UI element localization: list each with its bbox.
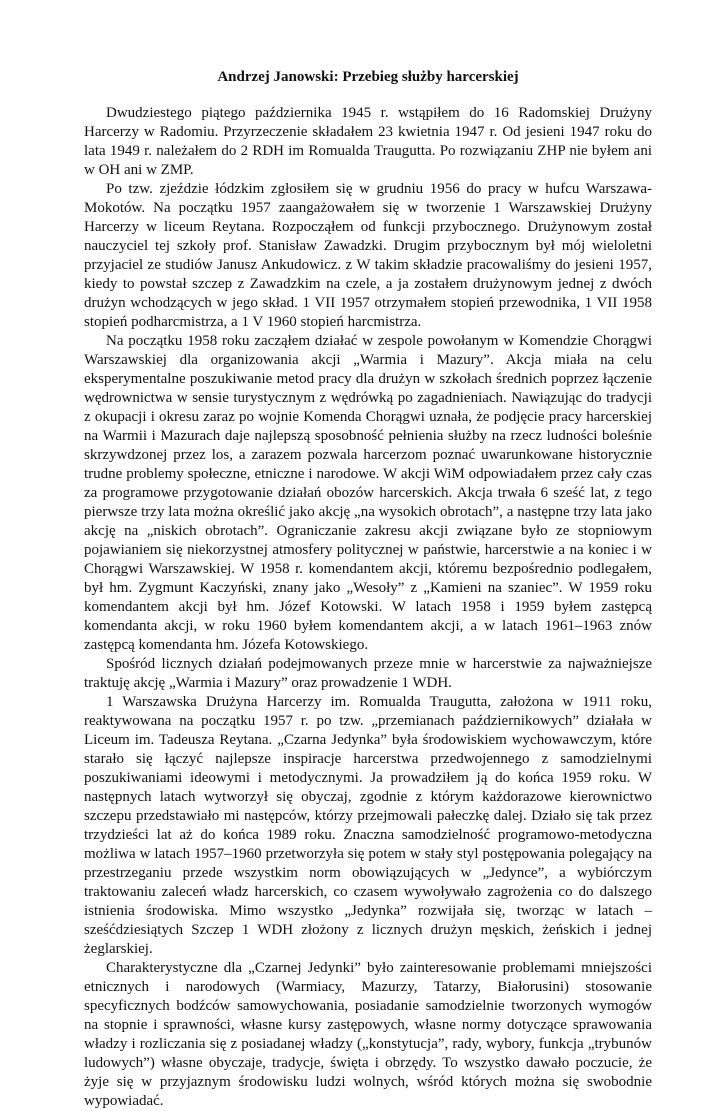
paragraph-3: Na początku 1958 roku zacząłem działać w zespole powołanym w Komendzie Chorągwi Warszawskiej dla organizowania akcji „Warmia i Mazury”. Akcja miała na celu eksperymentalne poszukiwanie metod pracy dla drużyn w szkołach średnich poprzez łączenie wędrownictwa w sensie turystycznym z wędrówką po zagadnieniach. Nawiązując do tradycji z okupacji i okresu zaraz po wojnie Komenda Chorągwi uznała, że podjęcie pracy harcerskiej na Warmii i Mazurach daje najlepszą sposobność pełnienia służby na rzecz ludności boleśnie skrzywdzonej przez los, a zarazem pozwala harcerzom poznać uwarunkowane historycznie trudne problemy społeczne, etniczne i narodowe. W akcji WiM odpowiadałem przez cały czas za programowe przygotowanie działań obozów harcerskich. Akcja trwała 6 sześć lat, z tego pierwsze trzy lata można określić jako akcję „na wysokich obrotach”, a następne trzy lata jako akcję na „niskich obrotach”. Ograniczanie zakresu akcji związane było ze stopniowym pojawianiem się niekorzystnej atmosfery politycznej w państwie, harcerstwie a na koniec i w Chorągwi Warszawskiej. W 1958 r. komendantem akcji, któremu bezpośrednio podlegałem, był hm. Zygmunt Kaczyński, znany jako „Wesoły” z „Kamieni na szaniec”. W 1959 roku komendantem akcji był hm. Józef Kotowski. W latach 1958 i 1959 byłem zastępcą komendanta akcji, w roku 1960 byłem komendantem akcji, a w latach 1961–1963 znów zastępcą komendanta hm. Józefa Kotowskiego. — [84, 333, 652, 653]
paragraph-1: Dwudziestego piątego października 1945 r. wstąpiłem do 16 Radomskiej Drużyny Harcerzy w Radomiu. Przyrzeczenie składałem 23 kwietnia 1947 r. Od jesieni 1947 roku do lata 1949 r. należałem do 2 RDH im Romualda Traugutta. Po rozwiązaniu ZHP nie byłem ani w OH ani w ZMP. — [84, 105, 652, 178]
paragraph-2: Po tzw. zjeździe łódzkim zgłosiłem się w grudniu 1956 do pracy w hufcu Warszawa-Mokotów. Na początku 1957 zaangażowałem się w tworzenie 1 Warszawskiej Drużyny Harcerzy w liceum Reytana. Rozpocząłem od funkcji przybocznego. Drużynowym został nauczyciel tej szkoły prof. Stanisław Zawadzki. Drugim przybocznym był mój wieloletni przyjaciel ze studiów Janusz Ankudowicz. z W takim składzie pracowaliśmy do jesieni 1957, kiedy to powstał szczep z Zawadzkim na czele, a ja zostałem drużynowym jednej z dwóch drużyn wchodzących w jego skład. 1 VII 1957 otrzymałem stopień przewodnika, 1 VII 1958 stopień podharcmistrza, a 1 V 1960 stopień harcmistrza. — [84, 181, 652, 330]
paragraph-6: Charakterystyczne dla „Czarnej Jedynki” było zainteresowanie problemami mniejszości etnicznych i narodowych (Warmiacy, Mazurzy, Tatarzy, Białorusini) stosowanie specyficznych bodźców samowychowania, posiadanie samodzielnie tworzonych wymogów na stopnie i sprawności, własne kursy zastępowych, własne normy dotyczące sprawowania władzy i rozliczania się z posiadanej władzy („konstytucja”, rady, wybory, funkcja „trybunów ludowych”) własne obyczaje, tradycje, święta i obrzędy. To wszystko dawało poczucie, że żyje się w przyjaznym środowisku ludzi wolnych, wśród których można się swobodnie wypowiadać. — [84, 960, 652, 1109]
paragraph-4: Spośród licznych działań podejmowanych przeze mnie w harcerstwie za najważniejsze traktuję akcję „Warmia i Mazury” oraz prowadzenie 1 WDH. — [84, 656, 652, 691]
paragraph-5: 1 Warszawska Drużyna Harcerzy im. Romualda Traugutta, założona w 1911 roku, reaktywowana na początku 1957 r. po tzw. „przemianach październikowych” działała w Liceum im. Tadeusza Reytana. „Czarna Jedynka” była środowiskiem wychowawczym, które starało się łączyć najlepsze inspiracje harcerstwa przedwojennego z samodzielnymi poszukiwaniami ideowymi i metodycznymi. Ja prowadziłem ją do końca 1959 roku. W następnych latach wytworzył się obyczaj, zgodnie z którym każdorazowe kierownictwo szczepu przedstawiało mi następców, którzy przejmowali pałeczkę dalej. Działo się tak przez trzydzieści lat aż do końca 1989 roku. Znaczna samodzielność programowo-metodyczna możliwa w latach 1957–1960 przetworzyła się potem w stały styl postępowania polegający na przestrzeganiu przede wszystkim norm obowiązujących w „Jedynce”, a wybiórczym traktowaniu zaleceń władz harcerskich, co czasem wywoływało zagrożenia co do dalszego istnienia środowiska. Mimo wszystko „Jedynka” rozwijała się, tworząc w latach –sześćdziesiątych Szczep 1 WDH złożony z licznych drużyn męskich, żeńskich i jednej żeglarskiej. — [84, 694, 652, 957]
document-title: Andrzej Janowski: Przebieg służby harcerskiej — [217, 69, 519, 85]
document-page — [84, 68, 652, 1111]
